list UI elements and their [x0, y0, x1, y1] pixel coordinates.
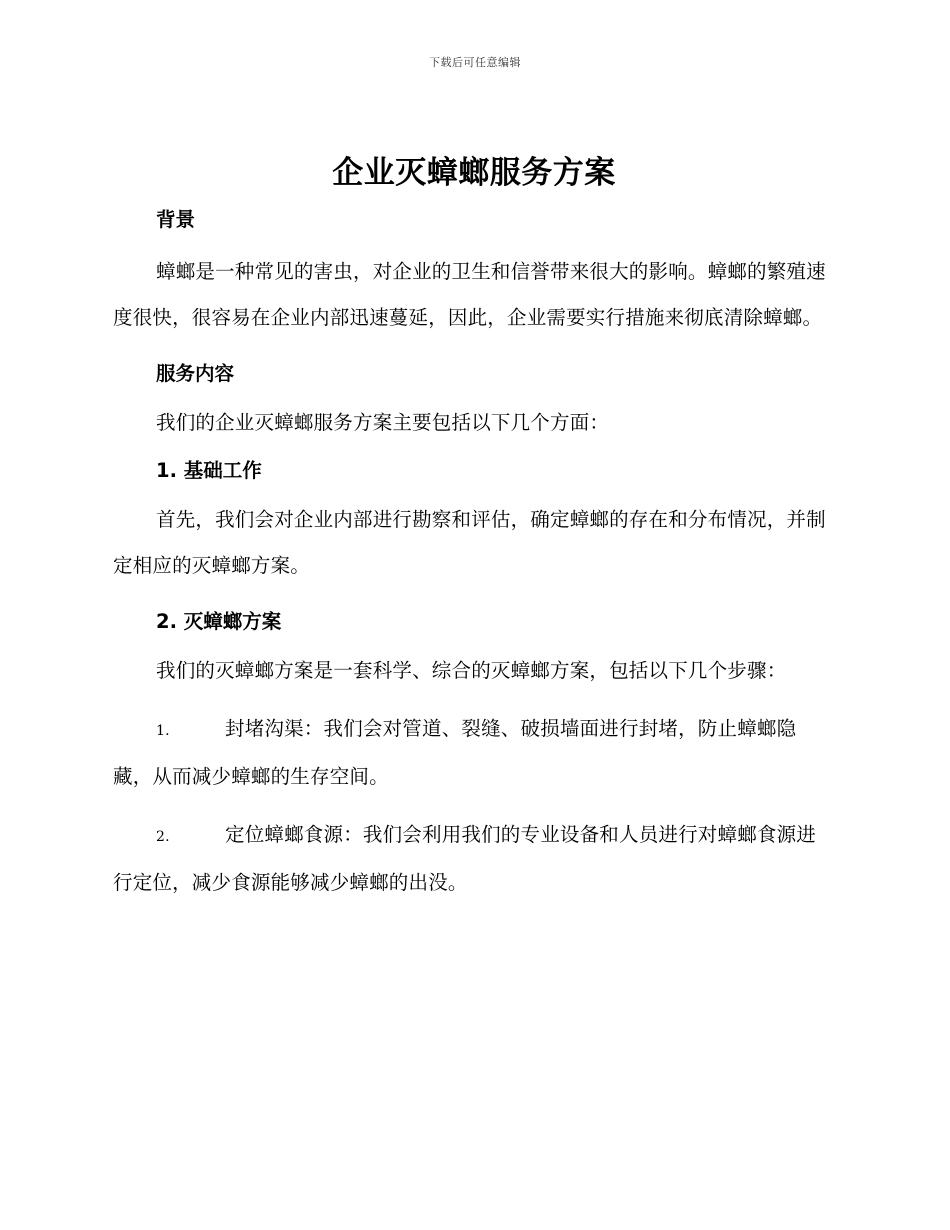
paragraph-background: 蟑螂是一种常见的害虫，对企业的卫生和信誉带来很大的影响。蟑螂的繁殖速度很快，很容易在企业内部迅速蔓延，因此，企业需要实行措施来彻底清除蟑螂。 — [113, 260, 826, 329]
list-item-text: 封堵沟渠：我们会对管道、裂缝、破损墙面进行封堵，防止蟑螂隐藏，从而减少蟑螂的生存空间。 — [113, 717, 797, 788]
section-heading-basic-work: 1. 基础工作 — [156, 459, 262, 482]
paragraph-service: 我们的企业灭蟑螂服务方案主要包括以下几个方面： — [156, 411, 610, 434]
section-heading-plan: 2. 灭蟑螂方案 — [156, 610, 282, 633]
paragraph-plan: 我们的灭蟑螂方案是一套科学、综合的灭蟑螂方案，包括以下几个步骤： — [156, 659, 787, 682]
list-item-step-1 — [113, 706, 835, 800]
section-heading-background: 背景 — [156, 208, 196, 231]
paragraph-basic-work: 首先，我们会对企业内部进行勘察和评估，确定蟑螂的存在和分布情况，并制定相应的灭蟑螂方案。 — [113, 508, 826, 577]
document-body — [113, 150, 835, 906]
list-item-number: 2. — [156, 829, 170, 845]
section-heading-service: 服务内容 — [156, 362, 235, 385]
list-item-step-2 — [113, 812, 835, 906]
list-item-number: 1. — [156, 723, 170, 739]
list-item-text: 定位蟑螂食源：我们会利用我们的专业设备和人员进行对蟑螂食源进行定位，减少食源能够减少蟑螂的出没。 — [113, 823, 817, 894]
document-title: 企业灭蟑螂服务方案 — [332, 155, 616, 191]
page-header-note: 下载后可任意编辑 — [429, 56, 521, 69]
